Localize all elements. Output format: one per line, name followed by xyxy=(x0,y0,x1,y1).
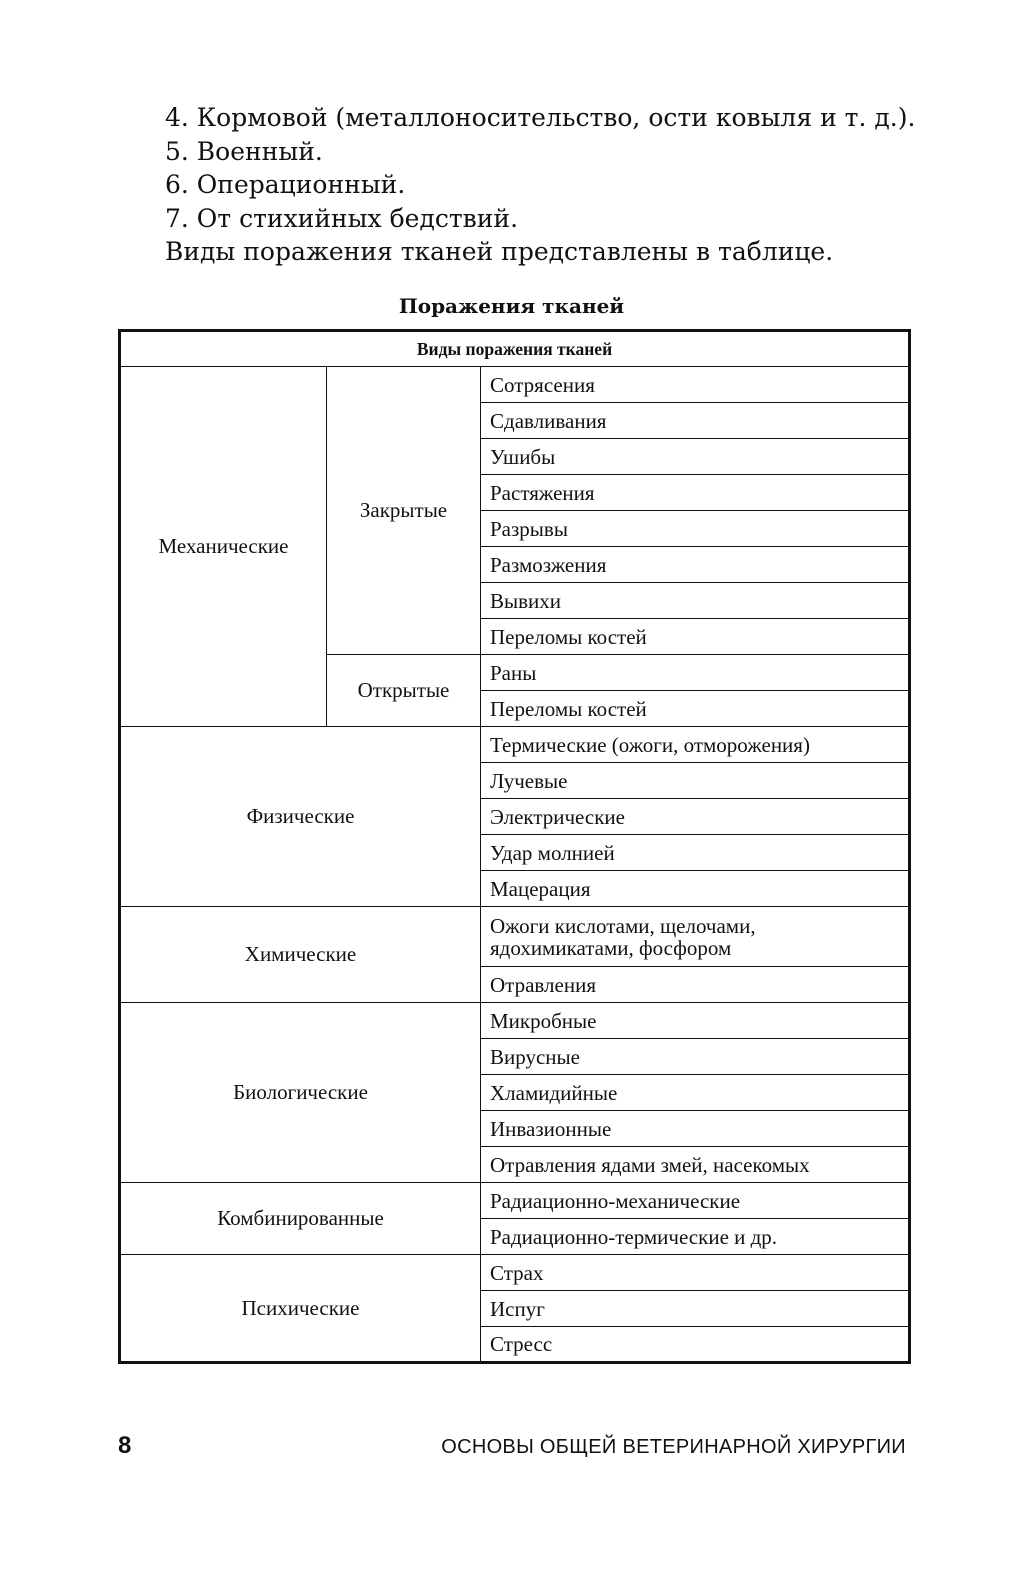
table-cell: Ушибы xyxy=(481,439,910,475)
table-cell: Сотрясения xyxy=(481,367,910,403)
list-item: 5. Военный. xyxy=(165,136,323,166)
table-cell: Раны xyxy=(481,655,910,691)
table-cell: Страх xyxy=(481,1255,910,1291)
table-caption: Поражения тканей xyxy=(398,294,625,318)
category-biological: Биологические xyxy=(120,1003,481,1183)
category-chemical: Химические xyxy=(120,907,481,1003)
table-cell: Переломы костей xyxy=(481,691,910,727)
table-cell: Лучевые xyxy=(481,763,910,799)
list-item: 7. От стихийных бедствий. xyxy=(165,203,519,233)
category-combined: Комбинированные xyxy=(120,1183,481,1255)
table-cell: Отравления ядами змей, насекомых xyxy=(481,1147,910,1183)
list-item: 4. Кормовой (металлоносительство, ости ковыля и т. д.). xyxy=(165,103,916,132)
table-cell: Мацерация xyxy=(481,871,910,907)
table-cell: Хламидийные xyxy=(481,1075,910,1111)
list-item: 6. Операционный. xyxy=(165,170,406,199)
table-cell: Сдавливания xyxy=(481,403,910,439)
table-intro-sentence: Виды поражения тканей представлены в таблице. xyxy=(165,237,834,266)
table-cell: Удар молнией xyxy=(481,835,910,871)
intro-list xyxy=(165,101,945,269)
table-header: Виды поражения тканей xyxy=(120,331,910,367)
subcategory-closed: Закрытые xyxy=(327,367,481,655)
category-mental: Психические xyxy=(120,1255,481,1363)
table-cell: Размозжения xyxy=(481,547,910,583)
tissue-lesions-table xyxy=(118,329,911,1364)
table-cell: Ожоги кислотами, щелочами, ядохимикатами, фосфором xyxy=(481,907,910,967)
table-cell: Отравления xyxy=(481,967,910,1003)
table-cell: Испуг xyxy=(481,1291,910,1327)
table-cell: Инвазионные xyxy=(481,1111,910,1147)
table-cell: Радиационно-механические xyxy=(481,1183,910,1219)
table-cell: Микробные xyxy=(481,1003,910,1039)
table-cell: Вирусные xyxy=(481,1039,910,1075)
table-cell: Переломы костей xyxy=(481,619,910,655)
table-cell: Стресс xyxy=(481,1327,910,1363)
table-cell: Растяжения xyxy=(481,475,910,511)
subcategory-open: Открытые xyxy=(327,655,481,727)
table-cell: Радиационно-термические и др. xyxy=(481,1219,910,1255)
category-mechanical: Механические xyxy=(120,367,327,727)
table-cell: Электрические xyxy=(481,799,910,835)
page-number: 8 xyxy=(118,1432,132,1459)
running-head: ОСНОВЫ ОБЩЕЙ ВЕТЕРИНАРНОЙ ХИРУРГИИ xyxy=(441,1436,906,1458)
table-cell: Разрывы xyxy=(481,511,910,547)
table-cell: Термические (ожоги, отморожения) xyxy=(481,727,910,763)
category-physical: Физические xyxy=(120,727,481,907)
table-cell: Вывихи xyxy=(481,583,910,619)
